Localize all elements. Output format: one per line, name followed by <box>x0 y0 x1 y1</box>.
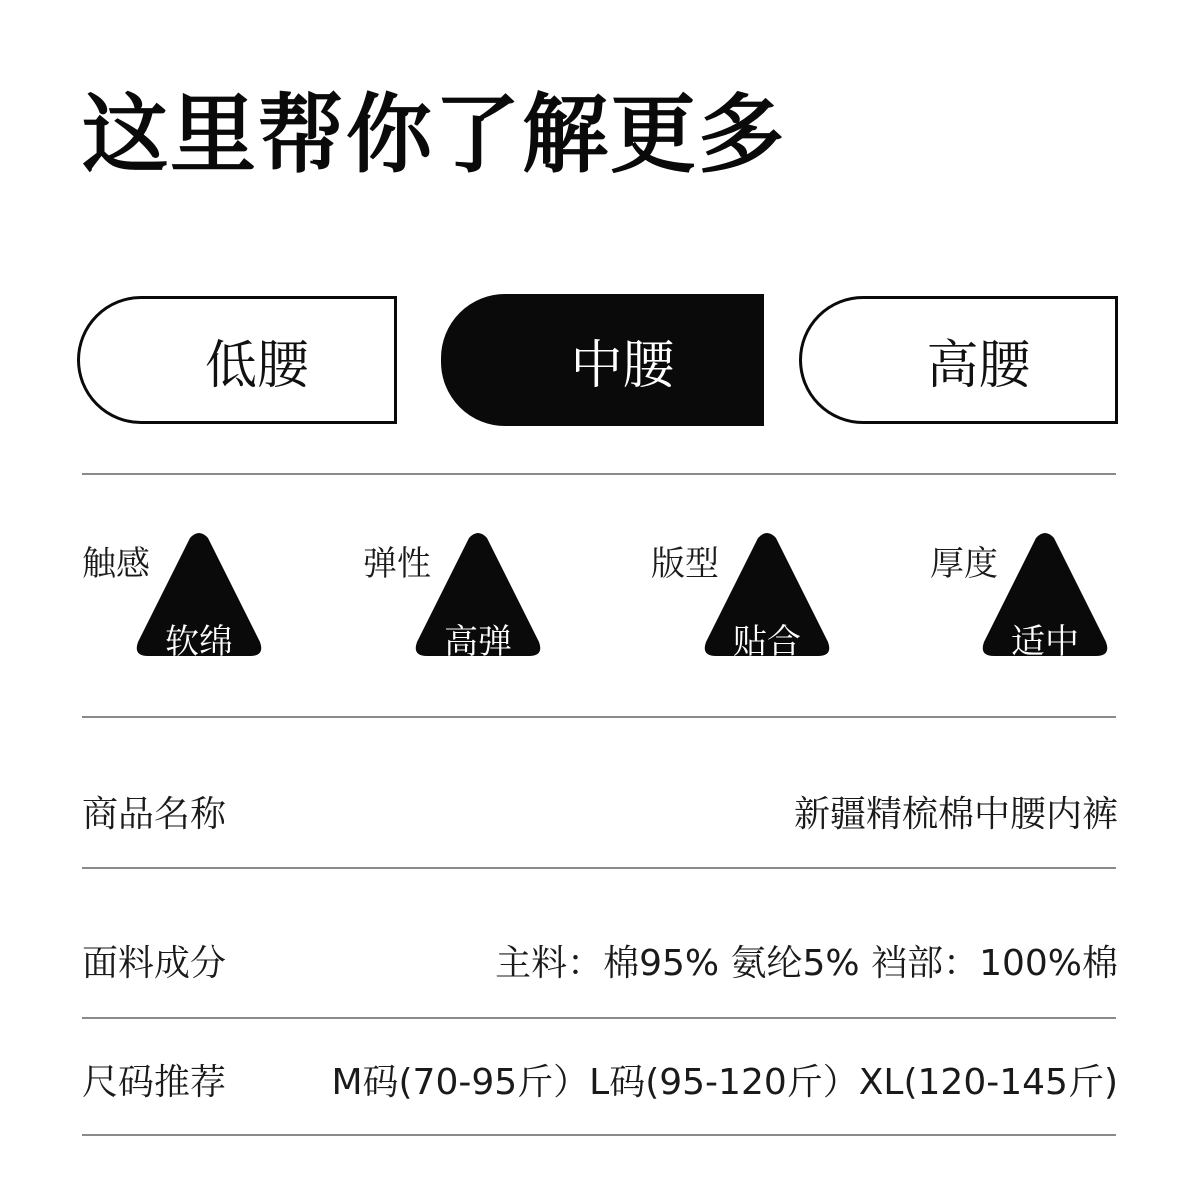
spec-label: 商品名称 <box>82 794 227 835</box>
feature-label: 弹性 <box>363 544 431 584</box>
feature-thickness <box>930 530 1200 660</box>
spec-label: 面料成分 <box>82 943 227 984</box>
feature-elasticity <box>363 530 643 660</box>
feature-fit <box>651 530 931 660</box>
feature-label: 触感 <box>82 544 150 584</box>
feature-value: 贴合 <box>733 622 801 662</box>
divider <box>82 716 1116 718</box>
spec-value: 主料：棉95% 氨纶5% 裆部：100%棉 <box>495 943 1118 984</box>
divider <box>82 1017 1116 1019</box>
feature-label: 厚度 <box>930 544 998 584</box>
spec-value: 新疆精梳棉中腰内裤 <box>793 794 1118 835</box>
feature-touch <box>82 530 362 660</box>
divider <box>82 1134 1116 1136</box>
tab-low-waist[interactable] <box>77 296 397 424</box>
tab-high-waist[interactable] <box>799 296 1118 424</box>
feature-label: 版型 <box>651 544 719 584</box>
spec-row-name <box>82 786 1118 846</box>
spec-value: M码(70-95斤）L码(95-120斤）XL(120-145斤) <box>331 1062 1118 1103</box>
feature-value: 适中 <box>1011 622 1079 662</box>
tab-label: 高腰 <box>926 335 1031 396</box>
tab-label: 低腰 <box>204 335 309 396</box>
tab-mid-waist[interactable] <box>441 294 764 426</box>
divider <box>82 867 1116 869</box>
spec-row-material <box>82 935 1118 995</box>
page-title: 这里帮你了解更多 <box>82 85 786 185</box>
divider <box>82 473 1116 475</box>
tab-label: 中腰 <box>570 335 675 396</box>
spec-label: 尺码推荐 <box>82 1062 227 1103</box>
feature-value: 高弹 <box>444 622 512 662</box>
feature-value: 软绵 <box>165 622 233 662</box>
spec-row-size <box>82 1054 1118 1114</box>
